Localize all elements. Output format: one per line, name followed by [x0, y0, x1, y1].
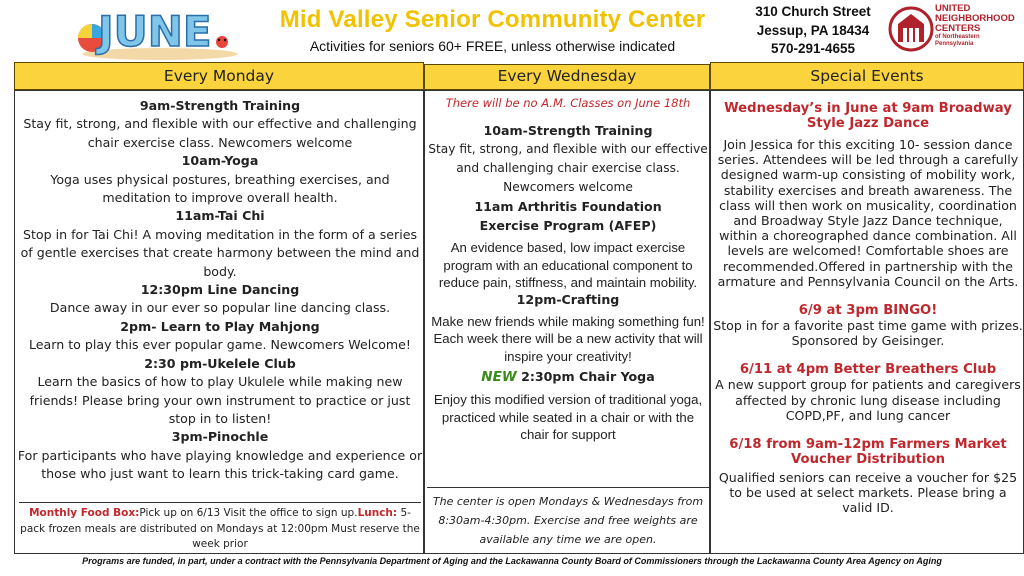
event-desc: Stop in for a favorite past time game with prizes. Sponsored by Geisinger.	[713, 318, 1023, 349]
partner-logo	[888, 2, 1024, 58]
partner-line-2: NEIGHBORHOOD	[935, 13, 1015, 24]
lunch-text: 5-pack frozen meals are distributed on Mondays at 12:00pm Must reserve the week prior	[20, 507, 420, 550]
no-am-classes-note: There will be no A.M. Classes on June 18th	[445, 96, 691, 110]
event-desc: A new support group for patients and caregivers affected by chronic lung disease including COPD,PF, and lung cancer	[715, 377, 1021, 423]
event-title: 6/11 at 4pm Better Breathers Club	[739, 362, 997, 378]
lunch-label: Lunch:	[357, 507, 398, 519]
monday-item-desc: Yoga uses physical postures, breathing exercises, and meditation to improve overall health.	[50, 171, 390, 206]
monday-item-title: 2:30 pm-Ukelele Club	[144, 355, 296, 371]
food-box-label: Monthly Food Box:	[29, 507, 140, 519]
june-logo-icon	[76, 2, 238, 60]
monday-column	[14, 90, 424, 554]
partner-line-3: CENTERS	[935, 23, 981, 34]
wednesday-item-desc: An evidence based, low impact exercise program with an educational component to reduce pain, stiffness, and maintain mobility.	[438, 240, 698, 290]
special-events-list	[713, 101, 1023, 516]
chair-yoga-title: 2:30pm Chair Yoga	[516, 369, 655, 384]
partner-line-4: of Northeastern	[935, 34, 980, 40]
monday-heading: Every Monday	[14, 62, 424, 90]
wednesday-item-title: 11am Arthritis Foundation Exercise Program (AFEP)	[474, 199, 662, 233]
partner-name	[935, 4, 1015, 48]
wednesday-column	[424, 90, 710, 554]
wednesday-item-title	[427, 367, 709, 387]
center-title: Mid Valley Senior Community Center	[279, 6, 706, 33]
unc-house-icon	[888, 2, 934, 56]
special-events-column	[710, 90, 1024, 554]
monday-item-desc: For participants who have playing knowledge and experience or those who just want to learn this trick-taking card game.	[17, 447, 423, 482]
june-logo-text: JUNE	[98, 7, 212, 56]
partner-line-1: UNITED	[935, 3, 971, 14]
flyer-header	[0, 0, 1024, 62]
partner-line-5: Pennsylvania	[935, 41, 974, 47]
food-box-notice	[19, 502, 421, 553]
funding-footnote: Programs are funded, in part, under a contract with the Pennsylvania Department of Aging and the Lackawanna County Board of Commissioners through the Lackawanna County Area Agency on Aging	[82, 556, 942, 566]
center-subtitle: Activities for seniors 60+ FREE, unless otherwise indicated	[309, 38, 676, 54]
monday-item-title: 2pm- Learn to Play Mahjong	[120, 318, 320, 334]
food-box-text: Pick up on 6/13 Visit the office to sign up.	[139, 507, 358, 519]
monday-item-title: 12:30pm Line Dancing	[140, 282, 300, 298]
address-street: 310 Church Street	[755, 4, 871, 19]
event-desc: Join Jessica for this exciting 10- session dance series. Attendees will be led through a carefully designed warm-up consisting of mobility work, stability exercises and breath awareness. The class will then work on musicality, coordination and Broadway Style Jazz Dance technique, within a choreographed dance combination. All levels are welcomed! Comfortable shoes are recommended.Offered in partnership with the armature and Pennsylvania Council on the Arts.	[717, 137, 1019, 289]
monday-item-title: 3pm-Pinochle	[171, 429, 269, 445]
wednesday-item-desc: Enjoy this modified version of traditional yoga, practiced while seated in a chair or with the chair for support	[433, 392, 703, 442]
monday-item-desc: Dance away in our ever so popular line dancing class.	[49, 300, 391, 316]
event-title: 6/18 from 9am-12pm Farmers Market Voucher Distribution	[729, 437, 1007, 468]
monday-item-desc: Learn to play this ever popular game. Newcomers Welcome!	[29, 337, 411, 353]
hours-note: The center is open Mondays & Wednesdays from 8:30am-4:30pm. Exercise and free weights are available any time we are open.	[427, 487, 709, 549]
event-title: Wednesday’s in June at 9am Broadway Style Jazz Dance	[724, 101, 1012, 131]
event-title: 6/9 at 3pm BINGO!	[798, 303, 938, 319]
wednesday-item-title: 12pm-Crafting	[516, 291, 620, 307]
monday-item-title: 11am-Tai Chi	[175, 208, 265, 224]
event-desc: Qualified seniors can receive a voucher for $25 to be used at select markets. Please bring a valid ID.	[718, 470, 1018, 516]
wednesday-item-desc: Make new friends while making something fun! Each week there will be a new activity that will inspire your creativity!	[431, 313, 705, 364]
monday-item-title: 9am-Strength Training	[139, 98, 301, 113]
monday-item-desc: Learn the basics of how to play Ukulele while making new friends! Please bring your own instrument to practice or just stop in to listen!	[29, 374, 411, 426]
wednesday-item-title: 10am-Strength Training	[483, 123, 653, 138]
monday-item-desc: Stop in for Tai Chi! A moving meditation in the form of a series of gentle exercises that create harmony between the mind and body.	[20, 226, 420, 279]
monday-item-title: 10am-Yoga	[181, 153, 259, 169]
new-badge: NEW	[481, 369, 517, 385]
address-city: Jessup, PA 18434	[756, 22, 870, 38]
wednesday-heading: Every Wednesday	[424, 64, 710, 90]
center-address	[748, 3, 878, 59]
wednesday-schedule	[427, 95, 709, 446]
phone-number: 570-291-4655	[770, 41, 856, 56]
monday-item-desc: Stay fit, strong, and flexible with our effective and challenging chair exercise class. Newcomers welcome	[23, 116, 417, 150]
wednesday-item-desc: Stay fit, strong, and flexible with our effective and challenging chair exercise class. Newcomers welcome	[428, 142, 708, 194]
special-events-heading: Special Events	[710, 62, 1024, 90]
monday-schedule	[17, 97, 423, 484]
